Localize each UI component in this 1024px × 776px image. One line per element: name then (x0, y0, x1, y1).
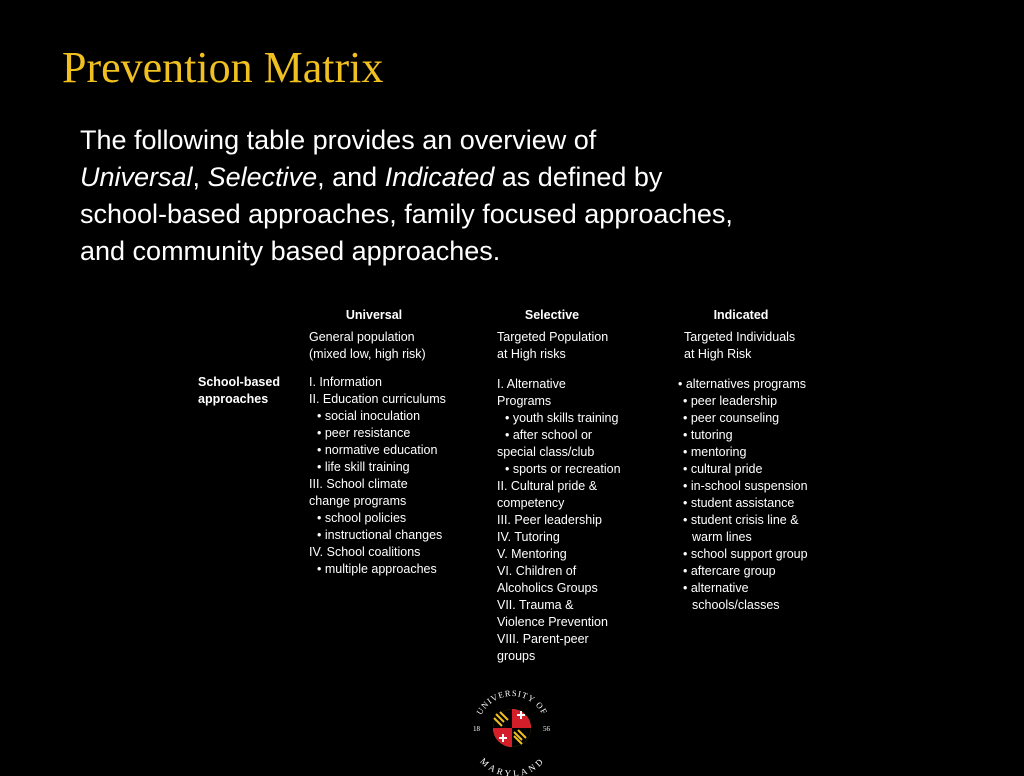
row-label-line: School-based (198, 375, 280, 389)
intro-and: , and (317, 162, 385, 192)
population-universal (309, 329, 426, 363)
population-line: Targeted Population (497, 330, 609, 344)
header-indicated: Indicated (713, 308, 769, 322)
list-item: • youth skills training (505, 411, 619, 425)
list-item: II. Education curriculums (309, 392, 446, 406)
slide-title: Prevention Matrix (62, 43, 384, 92)
term-universal: Universal (80, 162, 193, 192)
list-item: V. Mentoring (497, 547, 567, 561)
list-item: IV. School coalitions (309, 545, 421, 559)
population-line: at High Risk (684, 347, 752, 361)
list-item: • student crisis line & (683, 513, 799, 527)
population-indicated (684, 329, 795, 363)
header-universal: Universal (345, 308, 403, 322)
list-item: II. Cultural pride & (497, 479, 598, 493)
list-item: III. School climate (309, 477, 408, 491)
list-item: • student assistance (683, 496, 795, 510)
cell-universal-school (309, 374, 446, 578)
list-item: VIII. Parent-peer (497, 632, 589, 646)
list-item: I. Alternative (497, 377, 566, 391)
list-item: • after school or (505, 428, 593, 442)
list-item: VI. Children of (497, 564, 577, 578)
list-item: • mentoring (683, 445, 747, 459)
cell-indicated-school (678, 376, 808, 614)
list-item: • cultural pride (683, 462, 763, 476)
list-item: • school support group (683, 547, 808, 561)
intro-line-2 (80, 159, 980, 196)
seal-text-top: UNIVERSITY OF (474, 687, 550, 717)
list-item: • instructional changes (317, 528, 443, 542)
list-item: Violence Prevention (497, 615, 608, 629)
population-line: General population (309, 330, 415, 344)
term-indicated: Indicated (384, 162, 495, 192)
list-item: • social inoculation (317, 409, 421, 423)
list-item: change programs (309, 494, 407, 508)
list-item: • alternative (683, 581, 749, 595)
list-item: • peer counseling (683, 411, 780, 425)
list-item: • alternatives programs (678, 377, 807, 391)
list-item: • tutoring (683, 428, 733, 442)
list-item: • peer resistance (317, 426, 411, 440)
intro-defined: as defined by (494, 162, 663, 192)
population-line: Targeted Individuals (684, 330, 796, 344)
list-item: • normative education (317, 443, 438, 457)
university-seal-logo (466, 684, 558, 776)
list-item: • sports or recreation (505, 462, 621, 476)
list-item: • in-school suspension (683, 479, 808, 493)
intro-paragraph (80, 122, 980, 270)
list-item: • peer leadership (683, 394, 778, 408)
list-item: • multiple approaches (317, 562, 437, 576)
term-selective: Selective (207, 162, 318, 192)
list-item: • life skill training (317, 460, 410, 474)
list-item: IV. Tutoring (497, 530, 560, 544)
list-item: schools/classes (692, 598, 780, 612)
list-item: I. Information (309, 375, 382, 389)
list-item: special class/club (497, 445, 595, 459)
list-item: Alcoholics Groups (497, 581, 598, 595)
intro-line-4: and community based approaches. (80, 236, 501, 266)
header-selective: Selective (524, 308, 580, 322)
list-item: • school policies (317, 511, 407, 525)
list-item: III. Peer leadership (497, 513, 602, 527)
intro-comma: , (192, 162, 208, 192)
population-line: at High risks (497, 347, 566, 361)
maryland-shield-icon (493, 709, 531, 747)
population-line: (mixed low, high risk) (309, 347, 426, 361)
list-item: groups (497, 649, 536, 663)
population-selective (497, 329, 608, 363)
list-item: VII. Trauma & (497, 598, 574, 612)
list-item: • aftercare group (683, 564, 776, 578)
seal-year-right: 56 (543, 725, 550, 733)
list-item: competency (497, 496, 565, 510)
cell-selective-school (497, 376, 621, 665)
seal-year-left: 18 (473, 725, 480, 733)
intro-line-3: school-based approaches, family focused approaches, (80, 199, 733, 229)
list-item: Programs (497, 394, 552, 408)
row-label-school-based (198, 374, 306, 408)
row-label-line: approaches (198, 392, 269, 406)
seal-text-bottom: MARYLAND (478, 755, 546, 776)
intro-line-1: The following table provides an overview of (80, 125, 597, 155)
list-item: warm lines (692, 530, 752, 544)
